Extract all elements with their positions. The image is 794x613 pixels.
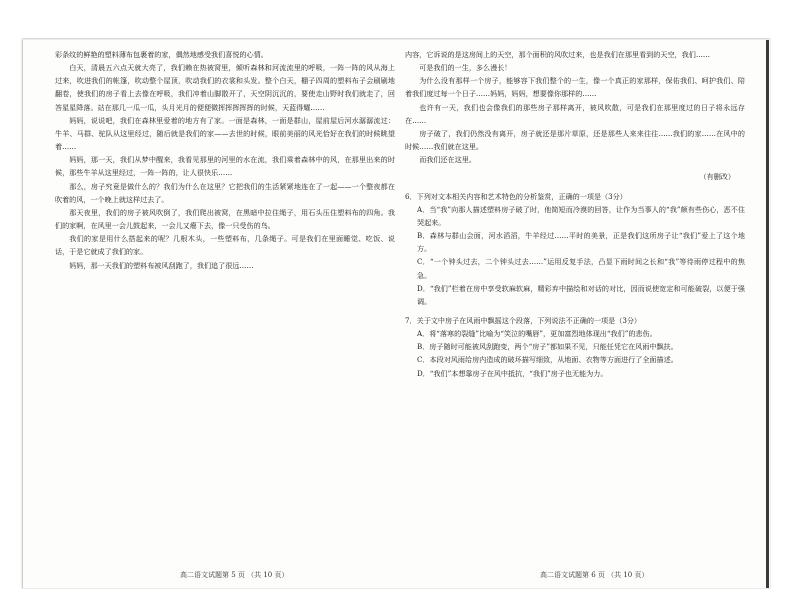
question-6: [405, 190, 745, 308]
question-stem: 6．下列对文本相关内容和艺术特色的分析鉴赏，正确的一项是（3分）: [405, 191, 627, 201]
left-column: [55, 48, 395, 272]
left-paragraph: 那么，房子究竟是做什么的？我们为什么在这里？它把我们的生活紧紧地连在了一起——一个整夜都在吹着的风，一个晚上就这样过去了。: [55, 181, 395, 204]
page-footer-left: 高二语文试题第 5 页 （共 10 页）: [180, 571, 289, 579]
page-right-edge: [766, 40, 769, 588]
left-paragraph: 白天，清晨五六点天就大亮了，我们赖在热被窝里，倾听森林和河流流里的呼吸，一阵一阵的风从海上过来，吹进我们的帐篷，吹动整个屋顶，吹动我们的衣裳和头发。整个白天，棚子四周的塑料布子会刷刷地翻卷，使我们的房子看上去像在呼吸，我们冲着山脚散开了，天空阴沉沉的，要使走山野时我们就走了，回答星星降落。站在那几一瓜一瓜，头月光月的便便微挥挥挥挥挥的时候，天蓝得耀……: [55, 63, 395, 112]
left-paragraph: 妈妈，那一天我们的塑料布被风刮跑了，我们追了很远……: [69, 260, 254, 270]
right-paragraph: 房子破了，我们仍然没有离开，房子就还是那片草原，还是那些人来来往往……我们的家……在风中的时候……我们就在这里。: [405, 128, 745, 152]
left-paragraph: 那天夜里，我们的房子被风吹倒了，我们爬出被窝，在黑暗中拉住绳子，用石头压住塑料布的四角。我们的家啊，在风里一会儿鼓起来，一会儿又瘪下去，像一只受伤的鸟。: [55, 207, 395, 231]
right-paragraph: 可是我们的一生，多么漫长！: [419, 63, 512, 73]
source-note: （有删改）: [699, 172, 735, 182]
right-paragraph: 内容，它诉说的是这房间上的天空，那个面积的风吹过来，也是我们在那里看到的天空，我们……: [405, 50, 711, 59]
option-d: D．“我们”本想靠房子在风中抵抗，“我们”房子也无能为力。: [417, 368, 608, 378]
right-paragraph: 为什么没有那样一个房子，能够容下我们整个的一生，像一个真正的家那样，保佑我们、呵护我们、陪着我们度过每一个日子……妈妈，妈妈，想要像你那样的……: [405, 76, 745, 99]
question-7: [405, 314, 745, 380]
right-paragraph: 而我们还在这里。: [419, 155, 476, 165]
left-paragraph: 我们的家是用什么搭起来的呢？几根木头，一些塑料布，几条绳子。可是我们在里面睡觉、吃饭、说话，于是它就成了我们的家。: [55, 234, 395, 257]
option-b: B．森林与群山会面，河水滔滔，牛羊经过……平时的美景，正是我们这所房子让“我们”爱上了这个地方。: [417, 231, 745, 254]
question-stem: 7．关于文中房子在风雨中飘摇这个段落，下列说法不正确的一项是（3分）: [405, 315, 642, 325]
right-column: [405, 48, 745, 380]
option-c: C．本段对风雨给房内造成的破坏描写细致，从地面、衣物等方面进行了全面描述。: [417, 355, 678, 365]
option-d: D．“我们”栏着在房中享受软麻软麻，精彩弃中描绘和对话的对比，因而说使宽定和可能破裂，以便于强调。: [417, 283, 745, 306]
option-a: A．将“落寒的裂缝”比喻为“笑泣的嘴唇”，更加富烈地体现出“我们”的悲伤。: [417, 329, 657, 339]
page-footer-right: 高二语文试题第 6 页 （共 10 页）: [540, 571, 649, 579]
left-paragraph: 妈妈，说说吧，我们在森林里爱着的地方有了家。一面是森林，一面是群山，屋前屋后河水潺潺流过：牛羊、马群、驼队从这里经过，随后就是我们的家——去世的时候，眼前美丽的风光恰好在我们的时候眺望着……: [55, 115, 395, 152]
option-b: B．房子随时可能被风刮跑变，两个“房子”都如果不见，只能任凭它在风雨中飘扶。: [417, 342, 678, 352]
option-a: A．当“我”向那人描述塑料房子破了时，他简短而冷漠的回答，让作为当事人的“我”颇有些伤心，恶不住哭起来。: [417, 204, 745, 227]
option-c: C．“一个钟头过去，二个钟头过去……”运用反复手法，凸显下雨时间之长和“我”等待雨停过程中的焦急。: [417, 257, 745, 280]
page-left-edge: [22, 40, 23, 588]
right-paragraph: 也许有一天，我们也会像我们的那些房子那样离开，被风吹散，可是我们在那里度过的日子将永远存在……: [405, 102, 745, 125]
left-paragraph: 妈妈，那一天，我们从梦中醒来，我看见那里的河里的水在流，我们乘着森林中的风，在那里出来的时候，那些牛羊从这里经过，一阵一阵的，让人很快乐……: [55, 155, 395, 178]
left-paragraph: 彩条纹的鲜艳的塑料薄布包裹着的家，偶然地感受我们喜悦的心情。: [55, 50, 268, 59]
